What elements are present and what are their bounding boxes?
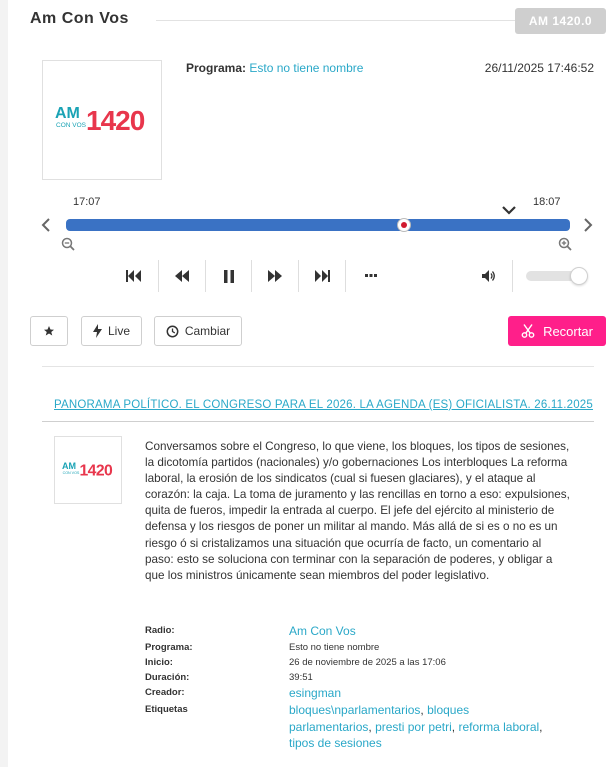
pause-button[interactable] xyxy=(206,260,252,292)
live-button-label: Live xyxy=(107,324,130,338)
tag-link[interactable]: presti por petri xyxy=(375,719,452,734)
cut-button[interactable] xyxy=(508,316,606,346)
tag-link[interactable]: tipos de sesiones xyxy=(289,736,382,750)
zoom-out-icon[interactable] xyxy=(61,237,75,251)
meta-tags-label: Etiquetas xyxy=(145,704,188,715)
live-button[interactable] xyxy=(81,316,142,346)
meta-creator-label: Creador: xyxy=(145,687,185,698)
control-separator xyxy=(512,260,513,292)
program-name-link[interactable]: Esto no tiene nombre xyxy=(249,61,364,75)
meta-start-value: 26 de noviembre de 2025 a las 17:06 xyxy=(289,657,446,668)
rewind-icon xyxy=(175,270,189,282)
meta-radio-link[interactable]: Am Con Vos xyxy=(289,624,356,638)
small-logo-number-text: 1420 xyxy=(79,462,113,480)
tag-link[interactable]: bloques\nparlamentarios xyxy=(289,703,421,717)
change-button-label: Cambiar xyxy=(184,324,231,338)
volume-icon xyxy=(482,270,496,282)
skip-to-start-button[interactable] xyxy=(111,260,157,292)
star-icon xyxy=(43,325,55,337)
meta-program-label: Programa: xyxy=(145,642,193,653)
logo-number-text: 1420 xyxy=(86,105,145,136)
am-con-vos-logo-small-icon xyxy=(62,459,116,481)
scissors-icon xyxy=(521,324,535,338)
skip-to-end-button[interactable] xyxy=(299,260,345,292)
program-info xyxy=(186,61,363,75)
meta-duration-value: 39:51 xyxy=(289,672,313,683)
clip-title-divider xyxy=(42,421,594,422)
skip-forward-icon xyxy=(314,270,330,282)
meta-start-label: Inicio: xyxy=(145,657,173,668)
section-divider xyxy=(42,366,594,367)
timeline-end-time: 18:07 xyxy=(533,196,561,208)
tag-link[interactable]: bloques parlamentarios xyxy=(289,703,470,734)
more-options-button[interactable] xyxy=(348,260,394,292)
small-logo-convos-text: CON VOS xyxy=(62,470,80,475)
meta-radio-label: Radio: xyxy=(145,625,175,636)
left-edge-strip xyxy=(0,0,8,767)
chevron-left-icon[interactable] xyxy=(38,216,54,234)
logo-convos-text: CON VOS xyxy=(56,122,86,129)
lightning-icon xyxy=(93,324,102,338)
broadcast-datetime: 26/11/2025 17:46:52 xyxy=(484,61,594,75)
meta-program-value: Esto no tiene nombre xyxy=(289,642,380,653)
zoom-in-icon[interactable] xyxy=(558,237,572,251)
chevron-down-icon[interactable] xyxy=(500,203,518,217)
skip-back-icon xyxy=(126,270,142,282)
timeline-track[interactable] xyxy=(66,219,570,231)
am-con-vos-logo-icon xyxy=(55,102,151,138)
rewind-button[interactable] xyxy=(159,260,205,292)
fast-forward-button[interactable] xyxy=(252,260,298,292)
meta-creator-link[interactable]: esingman xyxy=(289,686,342,700)
meta-tags-list: bloques\nparlamentarios, bloques parlamentarios, presti por petri, reforma laboral, tipos de sesiones xyxy=(289,703,543,750)
control-separator xyxy=(345,260,346,292)
chevron-right-icon[interactable] xyxy=(580,216,596,234)
volume-slider-handle[interactable] xyxy=(570,267,588,285)
small-logo-am-text: AM xyxy=(62,460,76,471)
program-label: Programa: xyxy=(186,61,247,75)
cut-button-label: Recortar xyxy=(543,323,593,339)
logo-am-text: AM xyxy=(55,105,80,122)
clip-station-logo xyxy=(54,436,122,504)
more-dots-icon xyxy=(365,274,377,278)
clip-title-link[interactable]: PANORAMA POLÍTICO. EL CONGRESO PARA EL 2026. LA AGENDA (ES) OFICIALISTA. 26.11.2025 xyxy=(54,399,593,411)
clock-icon xyxy=(166,325,179,338)
header-divider xyxy=(156,20,532,21)
clip-description: Conversamos sobre el Congreso, lo que viene, los bloques, los tipos de sesiones, la dicotomía partidos (nacionales) y/o gobernaciones Los interbloques La reforma laboral, la erosión de los sindicatos (cual si fuesen glaciares), y el ataque al corazón: la caja. La toma de juramento y las rencillas en torno a eso: expulsiones, quita de fueros, impedir la entrada al cuerpo. El jefe del ejército al ministerio de defensa y los riesgos de poner un militar al mando. Más allá de si es o no es un riesgo ó si cristalizamos una situación que ocurría de facto, un comentario al paso: esto se soluciona con terminar con la separación de poderes, y obligar a que los ministros únicamente sean miembros del poder legislativo. xyxy=(145,440,570,582)
change-button[interactable] xyxy=(154,316,242,346)
timeline-start-time: 17:07 xyxy=(73,196,101,208)
volume-button[interactable] xyxy=(466,260,512,292)
tag-link[interactable]: reforma laboral xyxy=(458,719,540,734)
meta-duration-label: Duración: xyxy=(145,672,190,683)
fast-forward-icon xyxy=(268,270,282,282)
station-logo xyxy=(42,60,162,180)
favorite-button[interactable] xyxy=(30,316,68,346)
station-title: Am Con Vos xyxy=(30,10,129,27)
timeline-playhead[interactable] xyxy=(397,218,411,232)
frequency-badge: AM 1420.0 xyxy=(515,8,606,34)
pause-icon xyxy=(223,270,235,283)
page-header xyxy=(30,8,606,34)
